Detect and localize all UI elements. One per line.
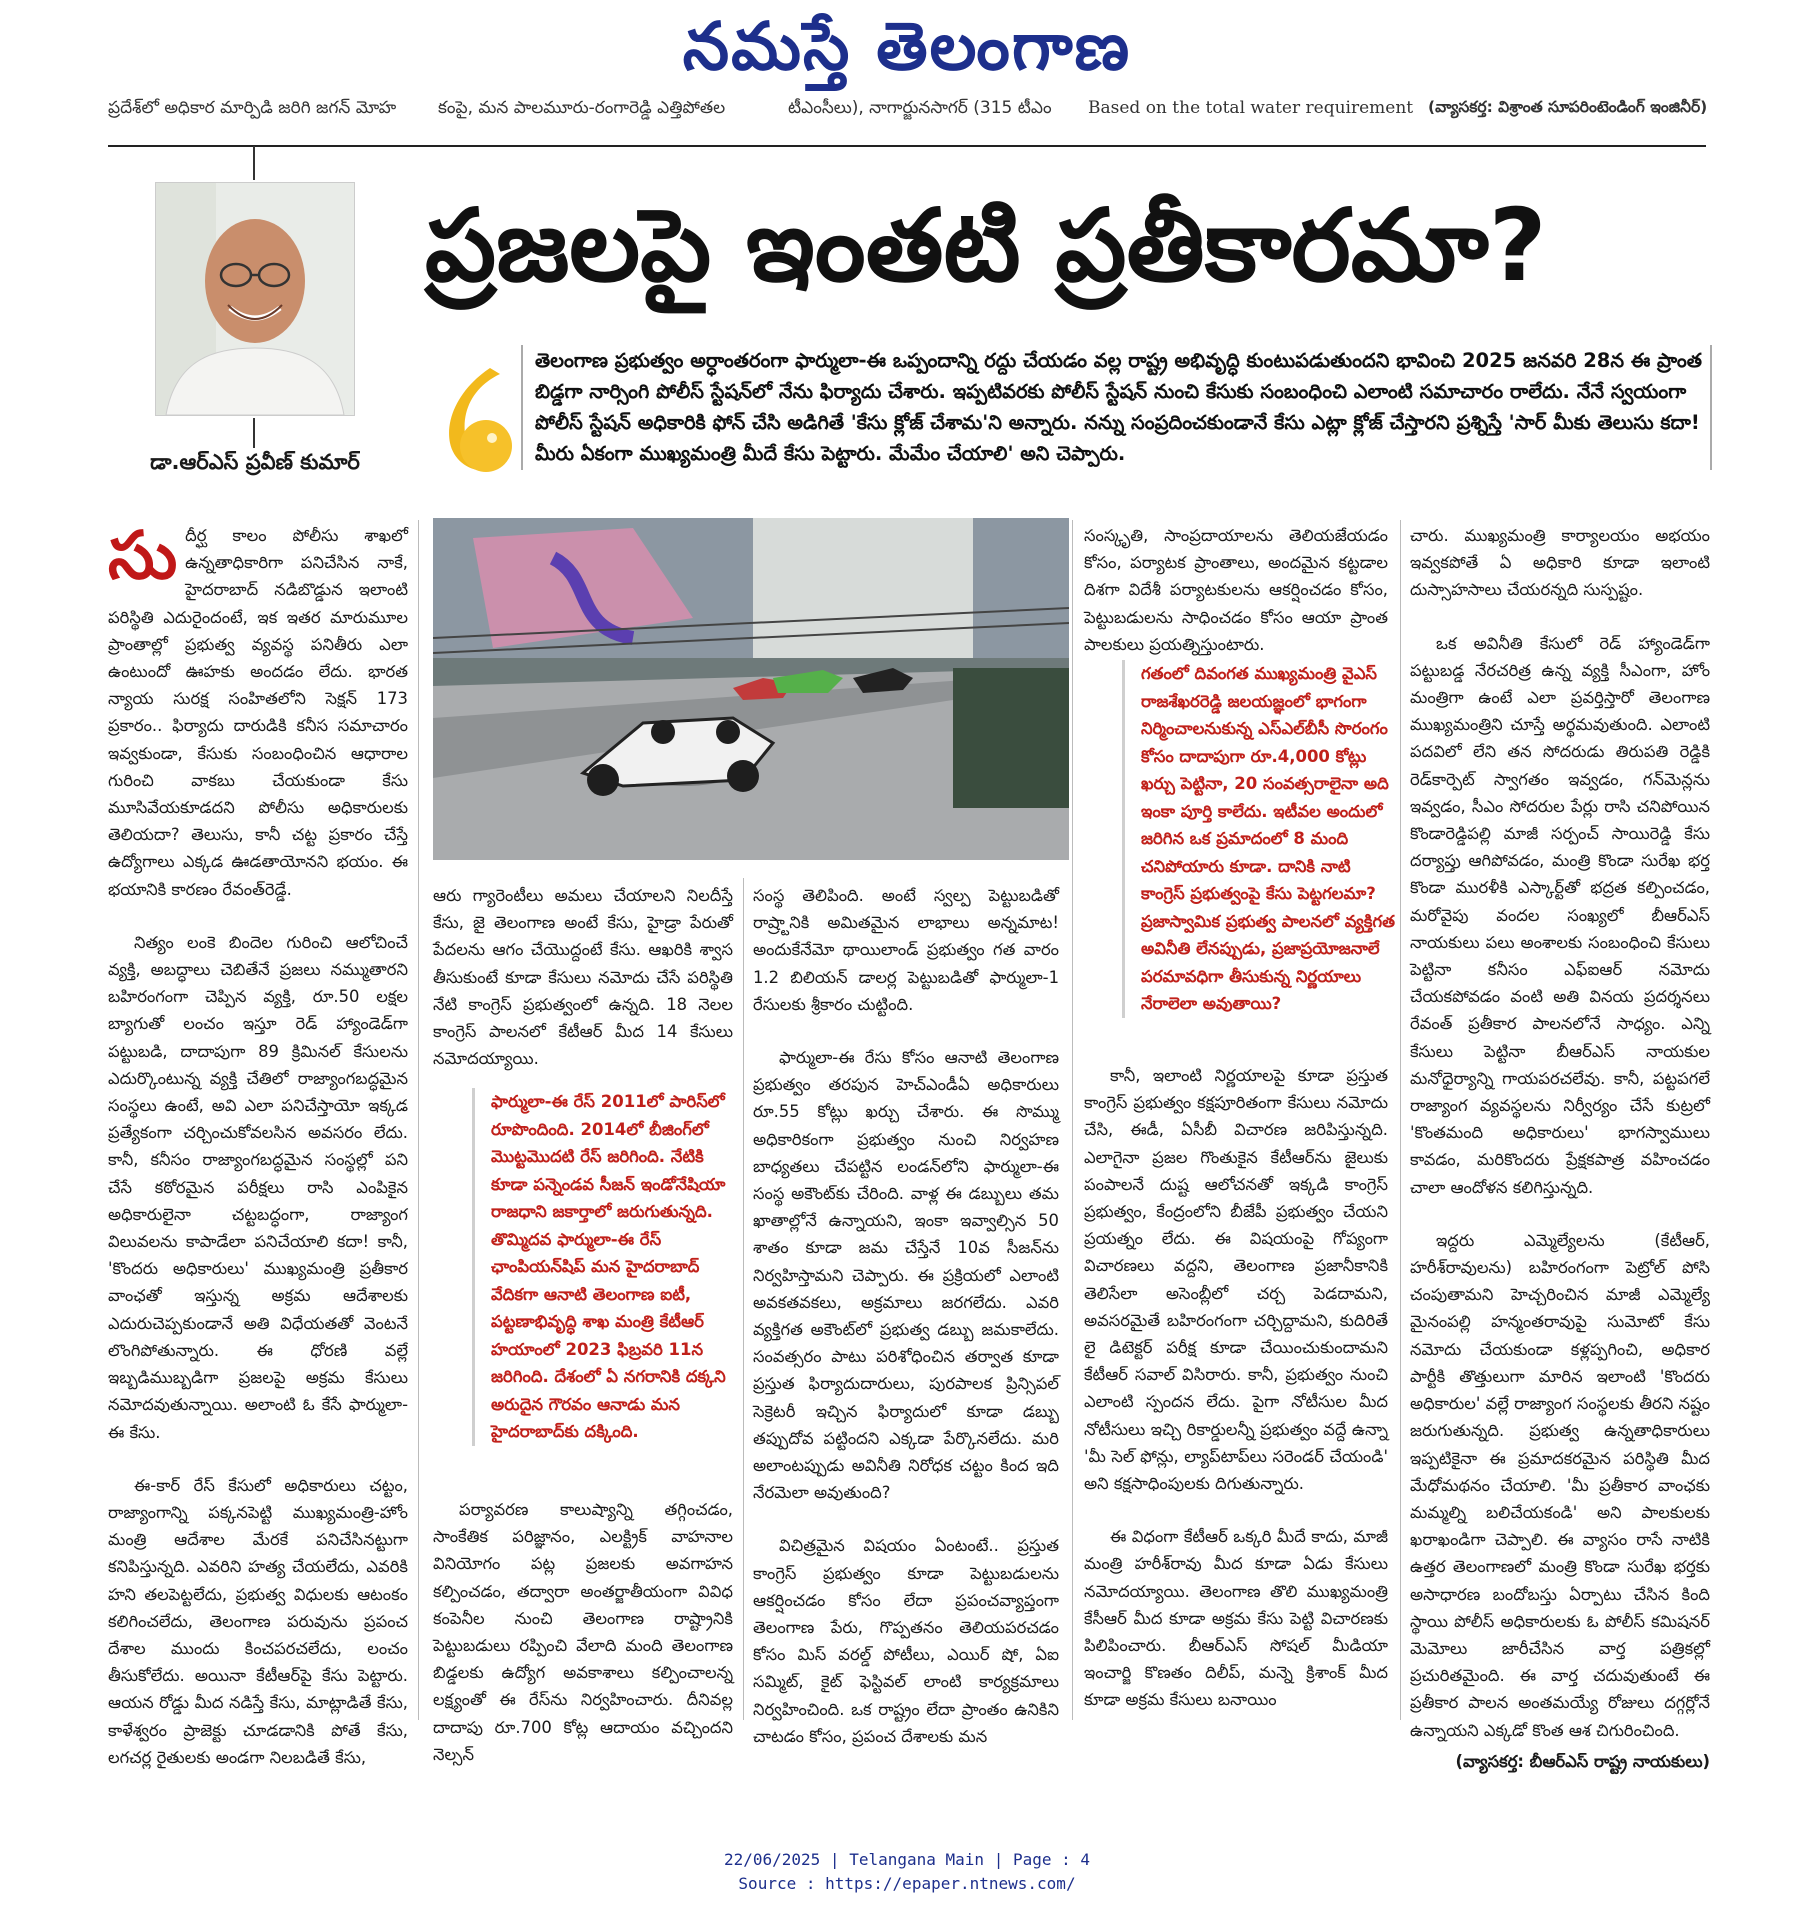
paragraph: సంస్కృతి, సాంప్రదాయాలను తెలియజేయడం కోసం, పర్యాటక ప్రాంతాలు, అందమైన కట్టడాల దిశగా విదేశీ పర్యాటకులను ఆకర్షించడం కోసం, పెట్టుబడులను సాధించడం కోసం ఆయా ప్రాంత పాలకులు ప్రయత్నిస్తుంటారు. — [1084, 526, 1388, 654]
strip-text-3: టీఎంసీలు), నాగార్జునసాగర్ (315 టీఎం — [788, 98, 1052, 118]
article-column-4 — [1084, 522, 1388, 658]
article-column-4-continued — [1084, 1062, 1388, 1740]
article-column-2 — [433, 882, 733, 1072]
article-column-3 — [753, 882, 1059, 1776]
author-credit: (వ్యాసకర్త: బీఆర్ఎస్ రాష్ట్ర నాయకులు) — [1455, 1751, 1710, 1771]
header-rule — [108, 145, 1706, 147]
strip-text-5: (వ్యాసకర్త: విశ్రాంత సూపరింటెండింగ్ ఇంజినీర్) — [1428, 98, 1708, 116]
pull-quote-formula-e: ఫార్ములా-ఈ రేస్ 2011లో పారిస్‌లో రూపొందింది. 2014లో బీజింగ్‌లో మొట్టమొదటి రేస్ జరిగింది. నేటికి కూడా పన్నెండవ సీజన్ ఇండోనేషియా రాజధాని జకార్తాలో జరుగుతున్నది. తొమ్మిదవ ఫార్ములా-ఈ రేస్ ఛాంపియన్‌షిప్ మన హైదరాబాద్ వేదికగా ఆనాటి తెలంగాణ ఐటీ, పట్టణాభివృద్ధి శాఖ మంత్రి కేటీఆర్ హయాంలో 2023 ఫిబ్రవరి 11న జరిగింది. దేశంలో ఏ నగరానికి దక్కని అరుదైన గౌరవం ఆనాడు మన హైదరాబాద్‌కు దక్కింది. — [472, 1088, 743, 1446]
lead-side-rule — [521, 345, 523, 470]
paragraph: సంస్థ తెలిపింది. అంటే స్వల్ప పెట్టుబడితో రాష్ర్టానికి అమితమైన లాభాలు అన్నమాట! అందుకేనేమో థాయిలాండ్ ప్రభుత్వం గత వారం 1.2 బిలియన్ డాలర్ల పెట్టుబడితో ఫార్ములా-1 రేసులకు శ్రీకారం చుట్టింది. — [753, 886, 1059, 1014]
paragraph: పర్యావరణ కాలుష్యాన్ని తగ్గించడం, సాంకేతిక పరిజ్ఞానం, ఎలక్ట్రిక్ వాహనాల వినియోగం పట్ల ప్రజలకు అవగాహన కల్పించడం, తద్వారా అంతర్జాతీయంగా వివిధ కంపెనీల నుంచి తెలంగాణ రాష్ట్రానికి పెట్టుబడులు రప్పించి వేలాది మంది తెలంగాణ బిడ్డలకు ఉద్యోగ అవకాశాలు కల్పించాలన్న లక్ష్యంతో ఈ రేస్‌ను నిర్వహించారు. దీనివల్ల దాదాపు రూ.700 కోట్ల ఆదాయం వచ్చిందని నెల్సన్ — [433, 1500, 733, 1764]
strip-text-1: ప్రదేశ్‌లో అధికార మార్పిడి జరిగి జగన్ మోహ — [108, 98, 397, 118]
article-lead: తెలంగాణ ప్రభుత్వం అర్ధాంతరంగా ఫార్ములా-ఈ ఒప్పందాన్ని రద్దు చేయడం వల్ల రాష్ట్ర అభివృద్ధి కుంటుపడుతుందని భావించి 2025 జనవరి 28న ఈ ప్రాంత బిడ్డగా నార్సింగి పోలీస్ స్టేషన్‌లో నేను ఫిర్యాదు చేశారు. ఇప్పటివరకు పోలీస్ స్టేషన్ నుంచి కేసుకు సంబంధించి ఎలాంటి సమాచారం రాలేదు. నేనే స్వయంగా పోలీస్ స్టేషన్ అధికారికి ఫోన్ చేసి అడిగితే 'కేసు క్లోజ్ చేశామ'ని అన్నారు. నన్ను సంప్రదించకుండానే కేసు ఎట్లా క్లోజ్ చేస్తారని ప్రశ్నిస్తే 'సార్ మీకు తెలుసు కదా! మీరు ఏకంగా ముఖ్యమంత్రి మీదే కేసు పెట్టారు. మేమేం చేయాలి' అని చెప్పారు. — [535, 349, 1702, 465]
lead-side-rule-right — [1710, 345, 1712, 470]
paragraph: ఆరు గ్యారెంటీలు అమలు చేయాలని నిలదీస్తే కేసు, జై తెలంగాణ అంటే కేసు, హైడ్రా పేరుతో పేదలను ఆగం చేయొద్దంటే కేసు. ఆఖరికి శ్వాస తీసుకుంటే కూడా కేసులు నమోదు చేసే పరిస్థితి నేటి కాంగ్రెస్ ప్రభుత్వంలో ఉన్నది. 18 నెలల కాంగ్రెస్ పాలనలో కేటీఆర్ మీద 14 కేసులు నమోదయ్యాయి. — [433, 886, 733, 1069]
pull-quote-slbc: గతంలో దివంగత ముఖ్యమంత్రి వైఎస్ రాజశేఖరరెడ్డి జలయజ్ఞంలో భాగంగా నిర్మించాలనుకున్న ఎస్ఎల్‌బీసీ సొరంగం కోసం దాదాపుగా రూ.4,000 కోట్లు ఖర్చు పెట్టినా, 20 సంవత్సరాలైనా అది ఇంకా పూర్తి కాలేదు. ఇటీవల అందులో జరిగిన ఒక ప్రమాదంలో 8 మంది చనిపోయారు కూడా. దానికి నాటి కాంగ్రెస్ ప్రభుత్వంపై కేసు పెట్టగలమా? ప్రజాస్వామిక ప్రభుత్వ పాలనలో వ్యక్తిగత అవినీతి లేనప్పుడు, ప్రజాప్రయోజనాలే పరమావధిగా తీసుకున్న నిర్ణయాలు నేరాలెలా అవుతాయి? — [1122, 660, 1397, 1018]
footer-date-page: 22/06/2025 | Telangana Main | Page : 4 — [723, 1850, 1091, 1869]
article-column-2-continued — [433, 1496, 733, 1794]
column-divider — [418, 520, 419, 1720]
paragraph: సుదీర్ఘ కాలం పోలీసు శాఖలో ఉన్నతాధికారిగా పనిచేసిన నాకే, హైదరాబాద్ నడిబొడ్డున ఇలాంటి పరిస్థితి ఎదురైందంటే, ఇక ఇతర మారుమూల ప్రాంతాల్లో ప్రభుత్వ వ్యవస్థ పనితీరు ఎలా ఉంటుందో ఊహకు అందడం లేదు. భారత న్యాయ సురక్ష సంహితలోని సెక్షన్ 173 ప్రకారం.. ఫిర్యాదు దారుడికి కనీస సమాచారం ఇవ్వకుండా, కేసుకు సంబంధించిన ఆధారాల గురించి వాకబు చేయకుండా కేసు మూసివేయకూడదని పోలీసు అధికారులకు తెలియదా? తెలుసు, కానీ చట్ట ప్రకారం చేస్తే ఉద్యోగాలు ఎక్కడ ఊడతాయోనని భయం. ఈ భయానికి కారణం రేవంత్‌రెడ్డే. — [108, 517, 408, 899]
footer-source-link[interactable]: Source : https://epaper.ntnews.com/ — [738, 1874, 1076, 1893]
paragraph: కానీ, ఇలాంటి నిర్ణయాలపై కూడా ప్రస్తుత కాంగ్రెస్ ప్రభుత్వం కక్షపూరితంగా కేసులు నమోదు చేసి, ఈడీ, ఏసీబీ విచారణ జరిపిస్తున్నది. ఎలాగైనా ప్రజల గొంతుకైన కేటీఆర్‌ను జైలుకు పంపాలనే దుష్ట ఆలోచనతో ఇక్కడి కాంగ్రెస్ ప్రభుత్వం, కేంద్రంలోని బీజేపీ ప్రభుత్వం చేయని ప్రయత్నం లేదు. ఈ విషయంపై గోప్యంగా విచారణలు వద్దని, తెలంగాణ ప్రజానీకానికి తెలిసేలా అసెంబ్లీలో చర్చ పెడదామని, అవసరమైతే బహిరంగంగా చర్చిద్దామని, కుదిరితే లై డిటెక్టర్ పరీక్ష కూడా చేయించుకుందామని కేటీఆర్ సవాల్ విసిరారు. కానీ, ప్రభుత్వం నుంచి ఎలాంటి స్పందన లేదు. పైగా నోటీసుల మీద నోటీసులు ఇచ్చి రికార్డులన్నీ ప్రభుత్వం వద్దే ఉన్నా 'మీ సెల్ ఫోన్లు, ల్యాప్‌టాప్‌లు సరెండర్ చేయండి' అని కక్షసాధింపులకు దిగుతున్నారు. — [1084, 1066, 1388, 1494]
strip-text-4: Based on the total water requirement — [1088, 98, 1414, 118]
article-headline: ప్రజలపై ఇంతటి ప్రతీకారమా? — [425, 187, 1547, 304]
formula-e-race-photo — [433, 518, 1069, 860]
author-byline: డా.ఆర్ఎస్ ప్రవీణ్ కుమార్ — [150, 450, 360, 474]
strip-text-2: కంపై, మన పాలమూరు-రంగారెడ్డి ఎత్తిపోతల — [438, 98, 726, 118]
paragraph: ఈ విధంగా కేటీఆర్ ఒక్కరి మీదే కాదు, మాజీ మంత్రి హరీశ్‌రావు మీద కూడా ఏడు కేసులు నమోదయ్యాయి. తెలంగాణ తొలి ముఖ్యమంత్రి కేసీఆర్ మీద కూడా అక్రమ కేసు పెట్టి విచారణకు పిలిపించారు. బీఆర్ఎస్ సోషల్ మీడియా ఇంచార్జి కొణతం దిలీప్, మన్నె క్రిశాంక్ మీద కూడా అక్రమ కేసులు బనాయిం — [1084, 1527, 1388, 1710]
author-connector — [253, 418, 255, 448]
paragraph: ఒక అవినీతి కేసులో రెడ్ హ్యాండెడ్‌గా పట్టుబడ్డ నేరచరిత్ర ఉన్న వ్యక్తి సీఎంగా, హోం మంత్రిగా ఉంటే ఎలా ప్రవర్తిస్తారో తెలంగాణ ముఖ్యమంత్రిని చూస్తే అర్థమవుతుంది. ఎలాంటి పదవిలో లేని తన సోదరుడు తిరుపతి రెడ్డికి రెడ్‌కార్పెట్ స్వాగతం ఇవ్వడం, గన్‌మెన్లను ఇవ్వడం, సీఎం సోదరుల పేర్లు రాసి చనిపోయిన కొండారెడ్డిపల్లి మాజీ సర్పంచ్ సాయిరెడ్డి కేసు దర్యాప్తు ఆగిపోవడం, మంత్రి కొండా సురేఖ భర్త కొండా మురళీకి ఎస్కార్ట్‌తో భద్రత కల్పించడం, మరోవైపు వందల సంఖ్యలో బీఆర్ఎస్ నాయకులు పలు అంశాలకు సంబంధించి కేసులు పెట్టినా కనీసం ఎఫ్ఐఆర్ నమోదు చేయకపోవడం వంటి అతి వినయ ప్రదర్శనలు రేవంత్ ప్రతీకార పాలనలోనే సాధ్యం. ఎన్ని కేసులు పెట్టినా బీఆర్ఎస్ నాయకుల మనోధైర్యాన్ని గాయపరచలేవు. కానీ, పట్టపగలే రాజ్యాంగ వ్యవస్థలను నిర్వీర్యం చేసే కుట్రలో 'కొంతమంది అధికారులు' భాగస్వాములు కావడం, మరికొందరు ప్రేక్షకపాత్ర వహించడం చాలా ఆందోళన కలిగిస్తున్నది. — [1410, 633, 1710, 1197]
article-column-5 — [1410, 522, 1710, 1775]
article-column-1 — [108, 517, 408, 1797]
page-footer — [0, 1848, 1814, 1896]
newspaper-masthead: నమస్తే తెలంగాణ — [682, 8, 1132, 85]
paragraph: ఫార్ములా-ఈ రేసు కోసం ఆనాటి తెలంగాణ ప్రభుత్వం తరపున హెచ్ఎండీఏ అధికారులు రూ.55 కోట్లు ఖర్చు చేశారు. ఈ సొమ్ము అధికారికంగా ప్రభుత్వం నుంచి నిర్వహణ బాధ్యతలు చేపట్టిన లండన్‌లోని ఫార్ములా-ఈ సంస్థ అకౌంట్‌కు చేరింది. వాళ్ల ఈ డబ్బులు తమ ఖాతాల్లోనే ఉన్నాయని, ఇంకా ఇవ్వాల్సిన 50 శాతం కూడా జమ చేస్తేనే 10వ సీజన్‌ను నిర్వహిస్తామని చెప్పారు. ఈ ప్రక్రియలో ఎలాంటి అవకతవకలు, అక్రమాలు జరగలేదు. ఎవరి వ్యక్తిగత అకౌంట్‌లో ప్రభుత్వ డబ్బు జమకాలేదు. సంవత్సరం పాటు పరిశోధించిన తర్వాత కూడా ప్రస్తుత ఫిర్యాదుదారులు, పురపాలక ప్రిన్సిపల్ సెక్రెటరీ ఇచ్చిన ఫిర్యాదులో కూడా డబ్బు తప్పుదోవ పట్టిందని ఎక్కడా పేర్కొనలేదు. మరి అలాంటప్పుడు అవినీతి నిరోధక చట్టం కింద ఇది నేరమెలా అవుతుంది? — [753, 1048, 1059, 1503]
column-divider — [1400, 520, 1401, 1720]
previous-article-strip — [108, 98, 1728, 130]
paragraph: నిత్యం లంకె బిందెల గురించి ఆలోచించే వ్యక్తి, అబద్ధాలు చెబితేనే ప్రజలు నమ్ముతారని బహిరంగంగా చెప్పిన వ్యక్తి, రూ.50 లక్షల బ్యాగుతో లంచం ఇస్తూ రెడ్ హ్యాండెడ్‌గా పట్టుబడి, దాదాపుగా 89 క్రిమినల్ కేసులను ఎదుర్కొంటున్న వ్యక్తి చేతిలో రాజ్యాంగబద్ధమైన సంస్థలు ఉంటే, అవి ఎలా పనిచేస్తాయో ఇక్కడ ప్రత్యేకంగా చర్చించుకోవలసిన అవసరం లేదు. కానీ, కనీసం రాజ్యాంగబద్ధమైన సంస్థల్లో పని చేసే కఠోరమైన పరీక్షలు రాసి ఎంపికైన అధికారులైనా చట్టబద్ధంగా, రాజ్యాంగ విలువలను కాపాడేలా పనిచేయాలి కదా! కానీ, 'కొందరు అధికారులు' ముఖ్యమంత్రి ప్రతీకార వాంఛతో ఇస్తున్న అక్రమ ఆదేశాలకు ఎదురుచెప్పకుండానే అతి విధేయతతో వెంటనే లొంగిపోతున్నారు. ఈ ధోరణి వల్లే ఇబ్బడిముబ్బడిగా ప్రజలపై అక్రమ కేసులు నమోదవుతున్నాయి. అలాంటి ఓ కేసే ఫార్ములా-ఈ కేసు. — [108, 932, 408, 1442]
paragraph: ఇద్దరు ఎమ్మెల్యేలను (కేటీఆర్, హరీశ్‌రావులను) బహిరంగంగా పెట్రోల్ పోసి చంపుతామని హెచ్చరించిన మాజీ ఎమ్మెల్యే మైనంపల్లి హన్మంతరావుపై సుమోటో కేసు నమోదు చేయకుండా కళ్లప్పగించి, అధికార పార్టీకి తొత్తులుగా మారిన ఇలాంటి 'కొందరు అధికారుల' వల్లే రాజ్యాంగ సంస్థలకు తీరని నష్టం జరుగుతున్నది. ప్రభుత్వ ఉన్నతాధికారులు ఇప్పటికైనా ఈ ప్రమాదకరమైన పరిస్థితి మీద మేధోమథనం చేయాలి. 'మీ ప్రతీకార వాంఛకు మమ్మల్ని బలిచేయకండి' అని పాలకులకు ఖరాఖండిగా చెప్పాలి. ఈ వ్యాసం రాసే నాటికి ఉత్తర తెలంగాణలో మంత్రి కొండా సురేఖ భర్తకు అసాధారణ బందోబస్తు ఏర్పాటు చేసిన కింది స్థాయి పోలీస్ అధికారులకు ఓ పోలీస్ కమిషనర్ మెమోలు జారీచేసిన వార్త పత్రికల్లో ప్రచురితమైంది. ఈ వార్త చదువుతుంటే ఈ ప్రతీకార పాలన అంతమయ్యే రోజులు దగ్గర్లోనే ఉన్నాయని ఎక్కడో కొంత ఆశ చిగురించింది. — [1410, 1230, 1710, 1740]
drop-cap: సు — [108, 517, 178, 594]
paragraph: ఈ-కార్ రేస్ కేసులో అధికారులు చట్టం, రాజ్యాంగాన్ని పక్కనపెట్టి ముఖ్యమంత్రి-హోం మంత్రి ఆదేశాల మేరకే పనిచేసినట్టుగా కనిపిస్తున్నది. ఎవరిని హత్య చేయలేదు, ఎవరికి హని తలపెట్టలేదు, ప్రభుత్వ విధులకు ఆటంకం కలిగించలేదు, తెలంగాణ పరువును ప్రపంచ దేశాల ముందు కించపరచలేదు, లంచం తీసుకోలేదు. అయినా కేటీఆర్‌పై కేసు పెట్టారు. ఆయన రోడ్డు మీద నడిస్తే కేసు, మాట్లాడితే కేసు, కాళేశ్వరం ప్రాజెక్టు చూడడానికి పోతే కేసు, లగచర్ల రైతులకు అండగా నిలబడితే కేసు, — [108, 1475, 408, 1767]
quote-mark-icon — [440, 368, 516, 482]
column-divider — [1072, 520, 1073, 1720]
paragraph: చారు. ముఖ్యమంత్రి కార్యాలయం అభయం ఇవ్వకపోతే ఏ అధికారి కూడా ఇలాంటి దుస్సాహసాలు చేయరన్నది సుస్పష్టం. — [1410, 526, 1710, 600]
paragraph: విచిత్రమైన విషయం ఏంటంటే.. ప్రస్తుత కాంగ్రెస్ ప్రభుత్వం కూడా పెట్టుబడులను ఆకర్షించడం కోసం లేదా ప్రపంచవ్యాప్తంగా తెలంగాణ పేరు, గొప్పతనం తెలియపరచడం కోసం మిస్ వరల్డ్ పోటీలు, ఎయిర్ షో, ఏఐ సమ్మిట్, కైట్ ఫెస్టివల్ లాంటి కార్యక్రమాలు నిర్వహించింది. ఒక రాష్ట్రం లేదా ప్రాంతం ఉనికిని చాటడం కోసం, ప్రపంచ దేశాలకు మన — [753, 1536, 1059, 1746]
column-divider — [743, 878, 744, 1720]
author-connector-top — [253, 146, 255, 180]
author-photo — [155, 182, 355, 416]
